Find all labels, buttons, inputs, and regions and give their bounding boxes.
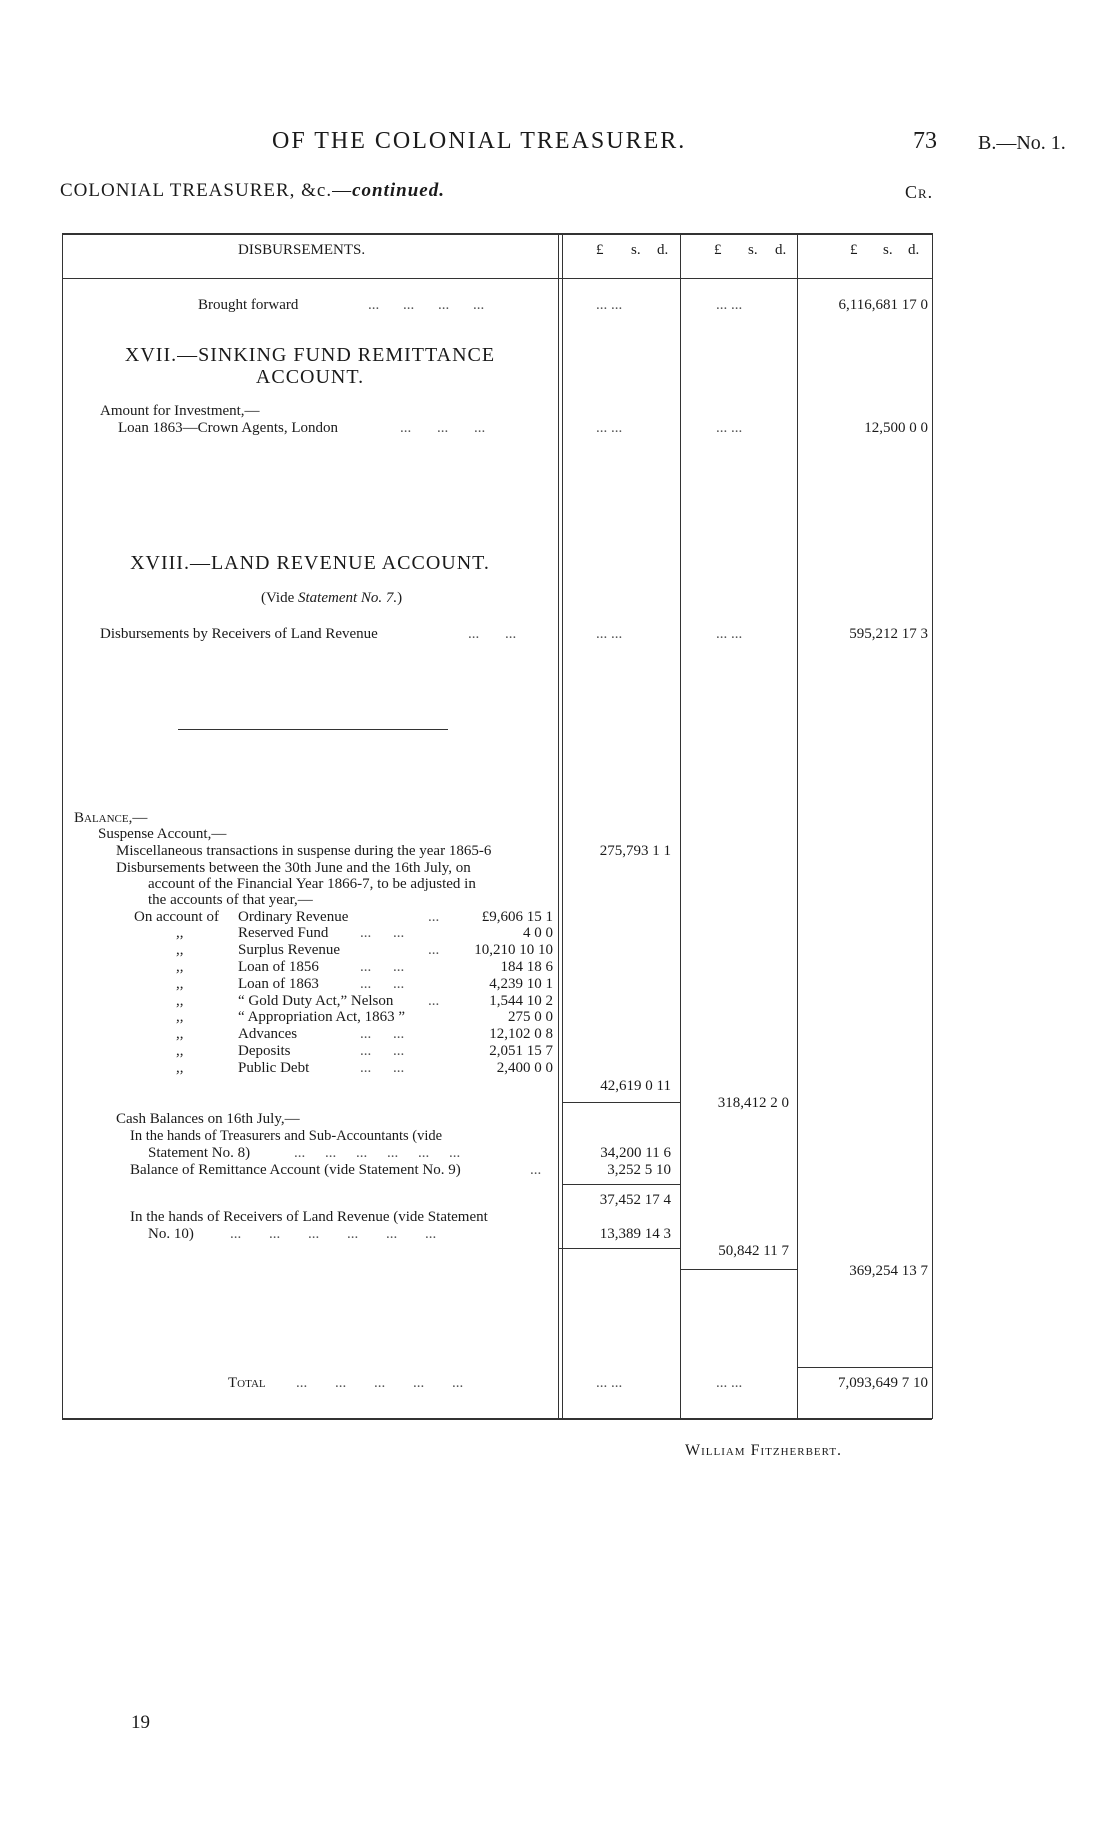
account-subheader [60, 180, 445, 202]
header-bottom-rule [62, 278, 932, 279]
disb-line2: account of the Financial Year 1866-7, to be adjusted in [148, 876, 476, 892]
item-amount: 2,051 15 7 [489, 1043, 553, 1059]
section18-heading: XVIII.—LAND REVENUE ACCOUNT. [130, 552, 490, 574]
item-prefix: ,, [176, 1009, 184, 1025]
total-col1: ... ... [596, 1375, 623, 1391]
credit-label: Cr. [905, 182, 934, 202]
item-prefix: ,, [176, 925, 184, 941]
item-leader: ... ... [360, 976, 405, 992]
brought-forward-col1: ... ... [596, 297, 623, 313]
brought-forward-amount: 6,116,681 17 0 [838, 297, 928, 313]
item-prefix: ,, [176, 942, 184, 958]
section18-amount: 595,212 17 3 [849, 626, 928, 642]
treasurers-line2: Statement No. 8) [148, 1145, 251, 1161]
section18-vide [261, 590, 402, 607]
item-label: Deposits [238, 1043, 291, 1059]
col1-shillings-header: s. [631, 242, 641, 258]
suspense-label: Suspense Account,— [98, 826, 227, 842]
section17-heading-line1: XVII.—SINKING FUND REMITTANCE [124, 344, 496, 366]
section18-col2: ... ... [716, 626, 743, 642]
receivers-amount: 13,389 14 3 [599, 1226, 671, 1242]
col1-pounds-header: £ [596, 242, 604, 258]
item-prefix: ,, [176, 1043, 184, 1059]
col-divider-1 [558, 233, 559, 1419]
col3-pence-header: d. [908, 242, 920, 258]
section17-label2: Loan 1863—Crown Agents, London [118, 420, 338, 436]
col-divider-4 [797, 233, 798, 1419]
total-col2: ... ... [716, 1375, 743, 1391]
vide-suffix: ) [397, 590, 403, 606]
receivers-rule [558, 1248, 680, 1249]
item-leader: ... [428, 993, 440, 1009]
total-leader: ... ... ... ... ... [296, 1375, 464, 1391]
misc-amount: 275,793 1 1 [599, 843, 671, 859]
item-label: Loan of 1863 [238, 976, 319, 992]
item-amount: 10,210 10 10 [474, 942, 553, 958]
total-top-rule [797, 1367, 932, 1368]
section18-col1: ... ... [596, 626, 623, 642]
grand-total: 7,093,649 7 10 [838, 1375, 928, 1391]
receivers-line1: In the hands of Receivers of Land Revenue (vide Statement [130, 1209, 488, 1225]
item-label: Loan of 1856 [238, 959, 319, 975]
remit-leader: ... [530, 1162, 542, 1178]
section18-label: Disbursements by Receivers of Land Revenue [100, 626, 378, 642]
item-label: Advances [238, 1026, 298, 1042]
item-amount: £9,606 15 1 [481, 909, 553, 925]
treasurers-line1: In the hands of Treasurers and Sub-Accountants (vide [130, 1128, 443, 1144]
item-amount: 2,400 0 0 [496, 1060, 553, 1076]
item-prefix: ,, [176, 959, 184, 975]
disb-line1: Disbursements between the 30th June and the 16th July, on [116, 860, 471, 876]
section17-heading-line2: ACCOUNT. [255, 366, 365, 388]
footer-page-number: 19 [131, 1712, 150, 1733]
vide-statement: Statement No. 7. [298, 590, 398, 606]
items-total: 42,619 0 11 [600, 1078, 671, 1094]
receivers-leader: ... ... ... ... ... ... [230, 1226, 437, 1242]
item-amount: 4 0 0 [523, 925, 553, 941]
remit-amount: 3,252 5 10 [607, 1162, 671, 1178]
vide-prefix: (Vide [261, 590, 295, 606]
section17-col1: ... ... [596, 420, 623, 436]
remit-label: Balance of Remittance Account (vide Statement No. 9) [130, 1162, 461, 1178]
item-leader: ... ... [360, 1043, 405, 1059]
col2-pounds-header: £ [714, 242, 722, 258]
subheader-continued: continued. [352, 180, 445, 201]
items-total-rule [562, 1102, 680, 1103]
suspense-total: 318,412 2 0 [717, 1095, 789, 1111]
item-label: Surplus Revenue [238, 942, 341, 958]
page-title: OF THE COLONIAL TREASURER. [272, 128, 687, 154]
brought-forward-leader: ... ... ... ... [368, 297, 485, 313]
item-label: “ Gold Duty Act,” Nelson [238, 993, 394, 1009]
item-leader: ... ... [360, 959, 405, 975]
brought-forward-col2: ... ... [716, 297, 743, 313]
item-label: “ Appropriation Act, 1863 ” [238, 1009, 406, 1025]
col3-shillings-header: s. [883, 242, 893, 258]
item-amount: 12,102 0 8 [489, 1026, 553, 1042]
table-bottom-rule [62, 1418, 932, 1420]
item-amount: 4,239 10 1 [489, 976, 553, 992]
section17-leader: ... ... ... [400, 420, 486, 436]
disb-line3: the accounts of that year,— [148, 892, 313, 908]
item-amount: 184 18 6 [500, 959, 553, 975]
item-prefix: ,, [176, 976, 184, 992]
total-label: Total [228, 1375, 266, 1391]
cash-total-rule [680, 1269, 797, 1270]
brought-forward-label: Brought forward [198, 297, 299, 313]
section17-amount: 12,500 0 0 [864, 420, 928, 436]
item-prefix: On account of [134, 909, 219, 925]
page-number: 73 [913, 128, 937, 154]
col2-pence-header: d. [775, 242, 787, 258]
misc-label: Miscellaneous transactions in suspense during the year 1865-6 [116, 843, 492, 859]
cash-total: 50,842 11 7 [718, 1243, 789, 1259]
right-border [932, 233, 933, 1419]
signature: William Fitzherbert. [685, 1442, 843, 1459]
col2-shillings-header: s. [748, 242, 758, 258]
subtotal-rule [562, 1184, 680, 1185]
balance-title: Balance,— [74, 810, 148, 826]
item-prefix: ,, [176, 993, 184, 1009]
item-prefix: ,, [176, 1026, 184, 1042]
col1-pence-header: d. [657, 242, 669, 258]
receivers-line2: No. 10) [148, 1226, 194, 1242]
subheader-main: COLONIAL TREASURER, &c.— [60, 180, 353, 201]
item-label: Public Debt [238, 1060, 310, 1076]
section-divider [178, 729, 448, 730]
left-border [62, 233, 63, 1419]
item-amount: 1,544 10 2 [489, 993, 553, 1009]
balance-total: 369,254 13 7 [849, 1263, 928, 1279]
document-reference: B.—No. 1. [978, 132, 1066, 154]
treasurers-leader: ... ... ... ... ... ... [294, 1145, 461, 1161]
cash-subtotal: 37,452 17 4 [599, 1192, 671, 1208]
item-label: Ordinary Revenue [238, 909, 349, 925]
item-leader: ... ... [360, 925, 405, 941]
col-divider-3 [680, 233, 681, 1419]
section17-col2: ... ... [716, 420, 743, 436]
item-leader: ... ... [360, 1026, 405, 1042]
section17-label1: Amount for Investment,— [100, 403, 260, 419]
item-prefix: ,, [176, 1060, 184, 1076]
item-amount: 275 0 0 [508, 1009, 553, 1025]
cash-title: Cash Balances on 16th July,— [116, 1111, 300, 1127]
col3-pounds-header: £ [850, 242, 858, 258]
treasurers-amount: 34,200 11 6 [600, 1145, 671, 1161]
disbursements-header: DISBURSEMENTS. [238, 242, 366, 258]
item-label: Reserved Fund [238, 925, 329, 941]
item-leader: ... [428, 942, 440, 958]
table-top-rule [62, 233, 932, 235]
section18-leader: ... ... [468, 626, 517, 642]
item-leader: ... ... [360, 1060, 405, 1076]
item-leader: ... [428, 909, 440, 925]
